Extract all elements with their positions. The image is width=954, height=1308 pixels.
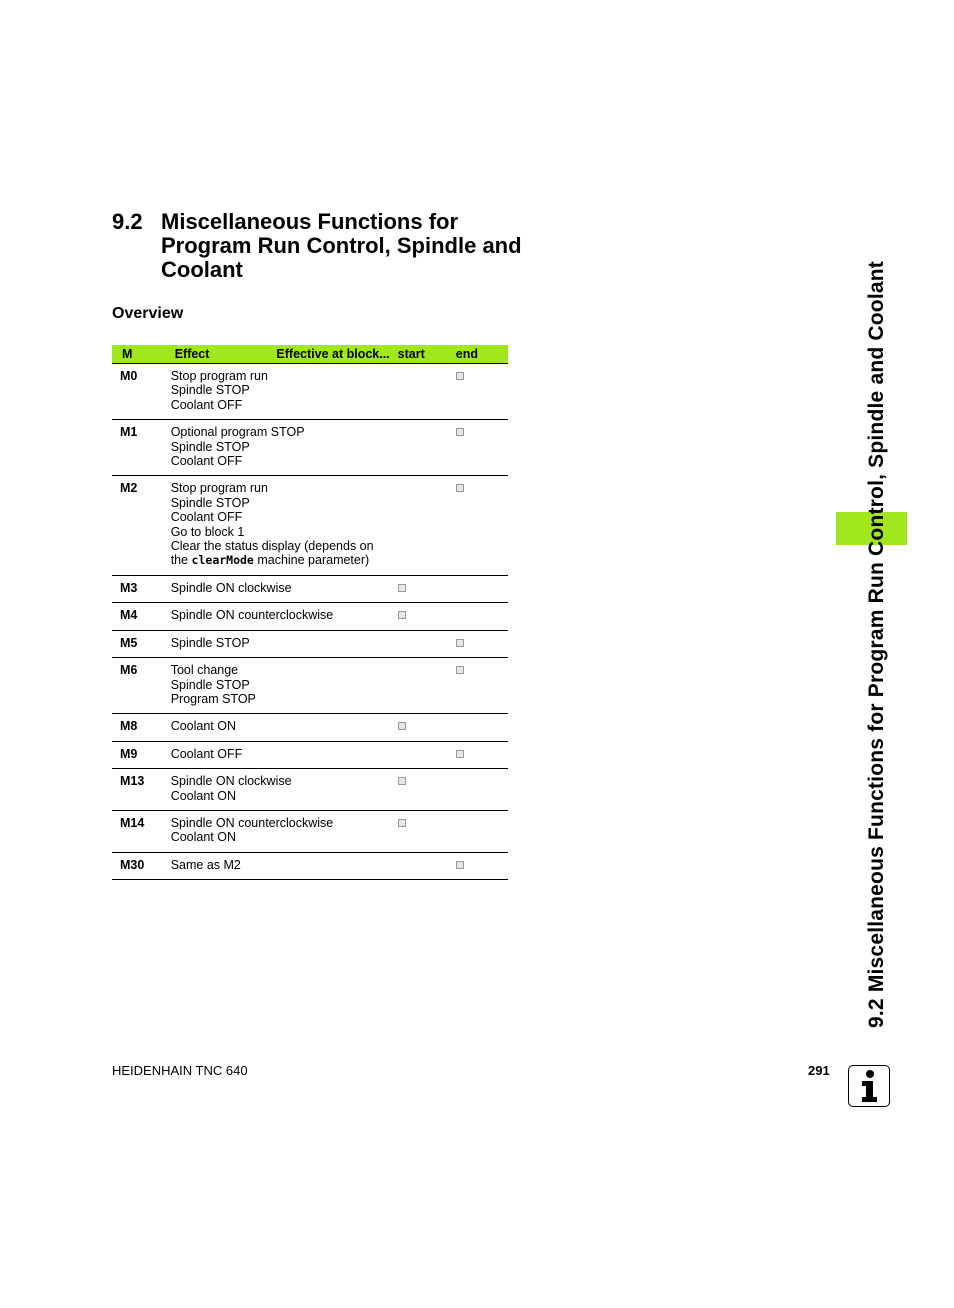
m-code: M13 <box>112 769 171 811</box>
effect-line: Spindle STOP <box>170 677 250 692</box>
end-cell <box>456 741 508 768</box>
effect-line <box>171 553 398 567</box>
effect-cell <box>171 741 398 768</box>
m-code: M8 <box>112 714 171 741</box>
header-effect <box>171 345 398 364</box>
end-cell <box>456 852 508 879</box>
end-cell <box>456 420 508 476</box>
effect-line: Same as M2 <box>170 857 241 872</box>
start-cell <box>398 364 456 420</box>
table-row <box>112 810 508 852</box>
start-cell <box>398 575 456 602</box>
table-row <box>112 714 508 741</box>
end-cell <box>456 714 508 741</box>
m-code: M30 <box>112 852 171 879</box>
start-cell <box>398 714 456 741</box>
table-row <box>112 476 508 575</box>
effect-line: Coolant ON <box>170 719 236 734</box>
effect-line: Stop program run <box>170 481 268 496</box>
header-start: start <box>398 345 456 364</box>
table-row <box>112 852 508 879</box>
effect-cell <box>171 603 398 630</box>
square-marker-icon <box>398 777 406 785</box>
m-code: M1 <box>112 420 171 476</box>
chapter-side-title: 9.2 Miscellaneous Functions for Program Run Control, Spindle and Coolant <box>865 261 888 1028</box>
square-marker-icon <box>398 722 406 730</box>
end-cell <box>456 630 508 657</box>
square-marker-icon <box>398 611 406 619</box>
m-code: M9 <box>112 741 171 768</box>
start-cell <box>398 603 456 630</box>
effect-line: Coolant ON <box>170 788 236 803</box>
table-row <box>112 630 508 657</box>
effect-line: Coolant OFF <box>170 397 243 412</box>
section-subtitle: Overview <box>112 305 184 322</box>
footer-product: HEIDENHAIN TNC 640 <box>112 1063 248 1078</box>
m-functions-table <box>112 345 508 880</box>
m-code: M5 <box>112 630 171 657</box>
table-body <box>112 364 508 880</box>
m-code: M6 <box>112 658 171 714</box>
m-code: M2 <box>112 476 171 575</box>
table-row <box>112 575 508 602</box>
end-cell <box>456 603 508 630</box>
effect-line: Spindle ON counterclockwise <box>170 815 334 830</box>
m-code: M4 <box>112 603 171 630</box>
section-number: 9.2 <box>112 209 143 234</box>
effect-line: Spindle STOP <box>170 495 250 510</box>
effect-line: Spindle ON counterclockwise <box>170 608 334 623</box>
header-m: M <box>112 345 171 364</box>
effect-cell <box>171 364 398 420</box>
start-cell <box>398 420 456 476</box>
effect-line: Spindle STOP <box>170 439 250 454</box>
effect-cell <box>171 575 398 602</box>
effect-line: Coolant OFF <box>170 746 243 761</box>
table-row <box>112 769 508 811</box>
header-effective-at-block: Effective at block... <box>276 346 390 361</box>
square-marker-icon <box>456 484 464 492</box>
start-cell <box>398 769 456 811</box>
effect-cell <box>171 714 398 741</box>
effect-line: Program STOP <box>170 691 256 706</box>
table-row <box>112 741 508 768</box>
square-marker-icon <box>456 639 464 647</box>
start-cell <box>398 658 456 714</box>
square-marker-icon <box>456 750 464 758</box>
header-effect-label: Effect <box>174 346 210 361</box>
effect-line: Clear the status display (depends on <box>170 539 374 554</box>
effect-cell <box>171 420 398 476</box>
end-cell <box>456 364 508 420</box>
table-row <box>112 603 508 630</box>
effect-line: Spindle STOP <box>170 383 250 398</box>
start-cell <box>398 630 456 657</box>
effect-line: Spindle ON clockwise <box>170 580 292 595</box>
effect-cell <box>171 810 398 852</box>
square-marker-icon <box>456 372 464 380</box>
header-end: end <box>456 345 508 364</box>
start-cell <box>398 741 456 768</box>
effect-line: Coolant ON <box>170 830 236 845</box>
end-cell <box>456 575 508 602</box>
square-marker-icon <box>456 861 464 869</box>
effect-line: Tool change <box>170 663 239 678</box>
effect-cell <box>171 658 398 714</box>
start-cell <box>398 810 456 852</box>
effect-cell <box>171 769 398 811</box>
effect-line: Stop program run <box>170 369 268 383</box>
m-code: M14 <box>112 810 171 852</box>
effect-line: Coolant OFF <box>170 510 243 525</box>
table-row <box>112 420 508 476</box>
info-icon <box>848 1065 890 1107</box>
square-marker-icon <box>456 428 464 436</box>
effect-line: Spindle STOP <box>170 635 250 650</box>
table-row <box>112 364 508 420</box>
m-code: M3 <box>112 575 171 602</box>
section-title: Miscellaneous Functions for Program Run Control, Spindle and Coolant <box>161 209 522 282</box>
end-cell <box>456 658 508 714</box>
start-cell <box>398 852 456 879</box>
effect-line: Go to block 1 <box>170 524 245 539</box>
page-number: 291 <box>808 1063 830 1078</box>
table-row <box>112 658 508 714</box>
effect-line: Spindle ON clockwise <box>170 774 292 789</box>
end-cell <box>456 769 508 811</box>
effect-line-prefix: the <box>170 553 192 568</box>
square-marker-icon <box>398 584 406 592</box>
m-code: M0 <box>112 364 171 420</box>
effect-cell <box>171 630 398 657</box>
table-header-row <box>112 345 508 364</box>
square-marker-icon <box>456 666 464 674</box>
info-glyph-icon <box>854 1069 884 1103</box>
square-marker-icon <box>398 819 406 827</box>
effect-cell <box>171 476 398 575</box>
effect-cell <box>171 852 398 879</box>
effect-line: Coolant OFF <box>170 454 243 469</box>
end-cell <box>456 476 508 575</box>
end-cell <box>456 810 508 852</box>
effect-line: Optional program STOP <box>170 425 305 440</box>
effect-line-suffix: machine parameter) <box>253 553 370 568</box>
parameter-code: clearMode <box>191 553 254 568</box>
start-cell <box>398 476 456 575</box>
